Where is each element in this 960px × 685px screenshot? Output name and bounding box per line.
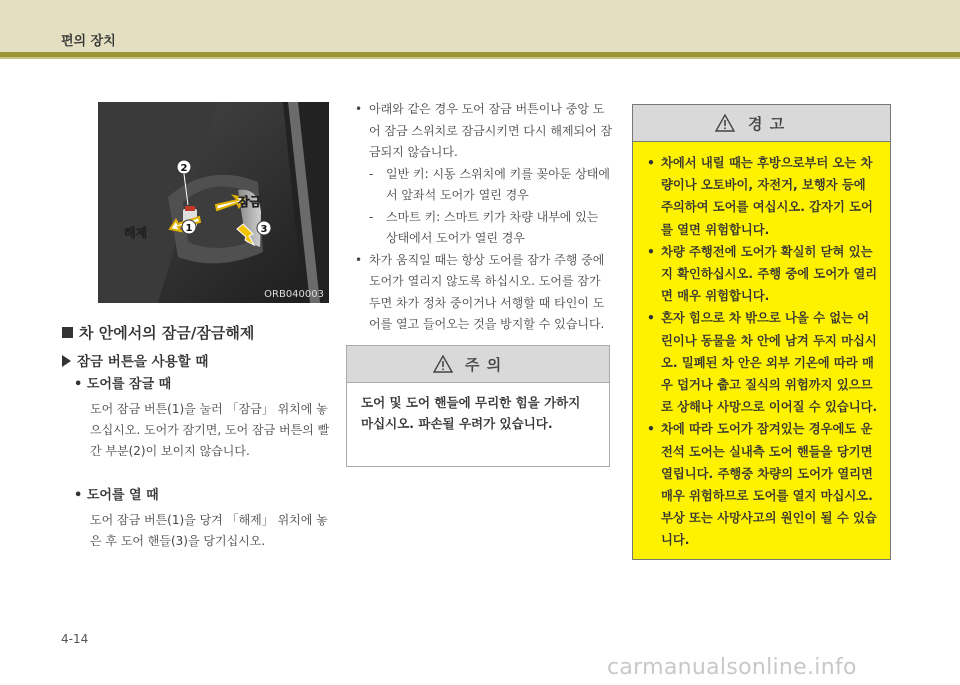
open-text: 도어 잠금 버튼(1)을 당겨 「해제」 위치에 놓은 후 도어 핸들(3)을 당기십시오. [90, 513, 328, 548]
figure-label-lock: 잠금 [238, 195, 262, 209]
door-lock-figure [98, 102, 329, 303]
warning-item: • 혼자 힘으로 차 밖으로 나올 수 없는 어린이나 동물을 차 안에 남겨 두지 마십시오. 밀폐된 차 안은 외부 기온에 따라 매우 덥거나 춥고 질식의 위험까지 있으므로 상해나 사망으로 이어질 수 있습니다. [645, 307, 878, 418]
warning-list [633, 142, 890, 552]
sub-heading: 잠금 버튼을 사용할 때 [62, 350, 208, 370]
warning-item: • 차에서 내릴 때는 후방으로부터 오는 차량이나 오토바이, 자전거, 보행자 등에 주의하여 도어를 여십시오. 갑자기 도어를 열면 위험합니다. [645, 152, 878, 241]
middle-dash-2: - 스마트 키: 스마트 키가 차량 내부에 있는 상태에서 도어가 열린 경우 [353, 207, 613, 250]
warning-item: • 차량 주행전에 도어가 확실히 닫혀 있는지 확인하십시오. 주행 중에 도어가 열리면 매우 위험합니다. [645, 241, 878, 308]
lock-title: • 도어를 잠글 때 [74, 377, 172, 392]
figure-num-2: 2 [180, 163, 188, 174]
middle-dash-1: - 일반 키: 시동 스위치에 키를 꽂아둔 상태에서 앞좌석 도어가 열린 경우 [353, 164, 613, 207]
warning-header [633, 105, 890, 142]
square-bullet-icon [62, 327, 73, 338]
caution-header [347, 346, 609, 383]
section-heading: 차 안에서의 잠금/잠금해제 [62, 322, 254, 343]
page-number: 4-14 [61, 632, 89, 646]
middle-bullet-2: • 차가 움직일 때는 항상 도어를 잠가 주행 중에 도어가 열리지 않도록 하십시오. 도어를 잠가 두면 차가 정차 중이거나 서행할 때 타인이 도어를 열고 들어오는 것을 방지할 수 있습니다. [353, 250, 613, 336]
figure-num-1: 1 [185, 223, 193, 234]
open-title: • 도어를 열 때 [74, 488, 159, 503]
figure-num-3: 3 [260, 224, 268, 235]
lock-text: 도어 잠금 버튼(1)을 눌러 「잠금」 위치에 놓으십시오. 도어가 잠기면, 도어 잠금 버튼의 빨간 부분(2)이 보이지 않습니다. [90, 402, 330, 458]
warning-triangle-icon [433, 355, 453, 373]
middle-column [353, 99, 613, 336]
middle-bullet-1: • 아래와 같은 경우 도어 잠금 버튼이나 중앙 도어 잠금 스위치로 잠금시키면 다시 해제되어 잠금되지 않습니다. [353, 99, 613, 164]
header-stripe-light [0, 57, 960, 59]
figure-code: ORB040003 [264, 289, 324, 300]
warning-triangle-icon [715, 114, 735, 132]
caution-text: 도어 및 도어 핸들에 무리한 힘을 가하지 마십시오. 파손될 우려가 있습니다. [361, 395, 581, 431]
triangle-bullet-icon [62, 355, 71, 367]
figure-label-release: 해제 [124, 226, 148, 240]
watermark: carmanualsonline.info [607, 655, 857, 680]
header-band [0, 0, 960, 52]
warning-box [632, 104, 891, 560]
section-title: 편의 장치 [61, 34, 116, 49]
warning-item: • 차에 따라 도어가 잠겨있는 경우에도 운전석 도어는 실내측 도어 핸들을 당기면 열립니다. 주행중 차량의 도어가 열리면 매우 위험하므로 도어를 열지 마십시오. 부상 또는 사망사고의 원인이 될 수 있습니다. [645, 418, 878, 551]
caution-title: 주 의 [465, 356, 503, 374]
warning-title: 경 고 [748, 115, 786, 133]
caution-box [346, 345, 610, 467]
